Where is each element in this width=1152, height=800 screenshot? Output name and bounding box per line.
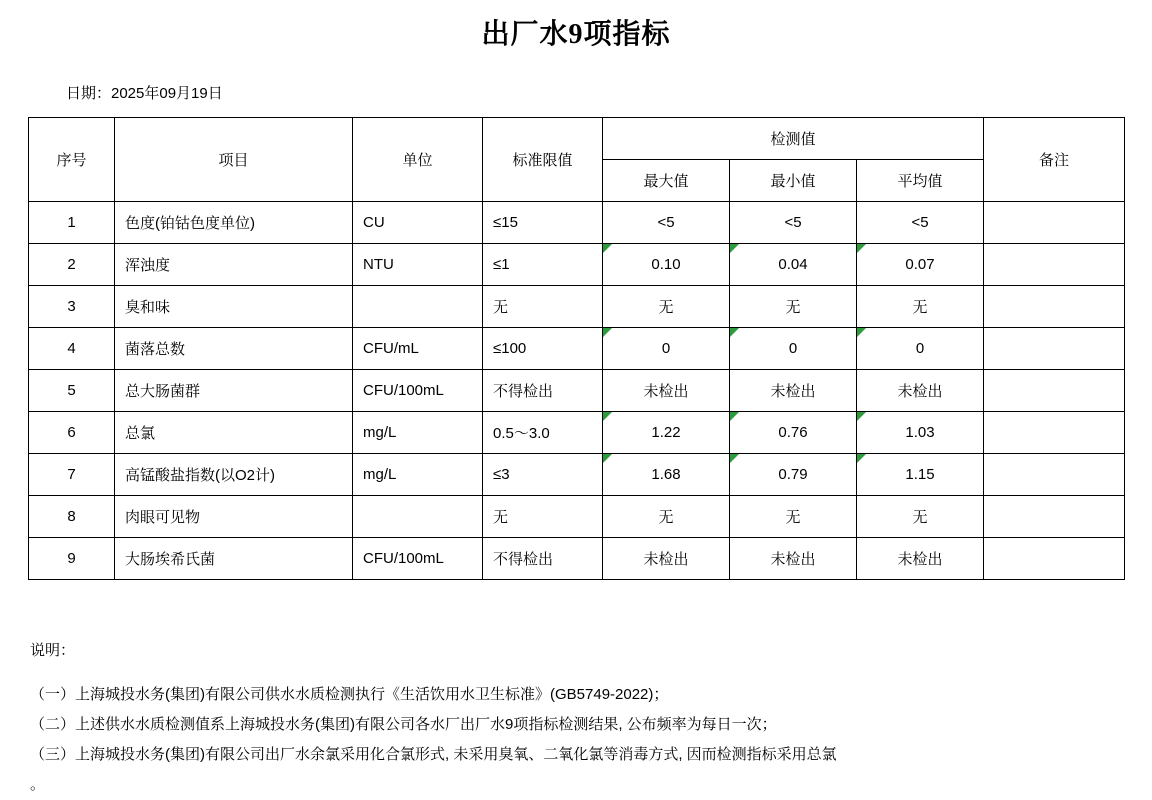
cell-note [984,370,1125,412]
table-body [29,202,1125,580]
cell-avg: 0 [857,328,984,370]
cell-max: 无 [603,286,730,328]
cell-max: 无 [603,496,730,538]
table-row [29,496,1125,538]
cell-limit: ≤100 [483,328,603,370]
cell-limit: 无 [483,286,603,328]
table-row [29,538,1125,580]
cell-item: 浑浊度 [115,244,353,286]
report-date: 日期：2025年09月19日 [66,85,223,102]
table-header-row-1 [29,118,1125,160]
header-min: 最小值 [730,160,857,202]
cell-avg: 0.07 [857,244,984,286]
note-line-3: （三）上海城投水务(集团)有限公司出厂水余氯采用化合氯形式, 未采用臭氧、二氧化氯等消毒方式, 因而检测指标采用总氯 [30,746,837,763]
cell-min: <5 [730,202,857,244]
notes-section [30,636,1152,800]
header-item: 项目 [115,118,353,202]
cell-avg: 无 [857,496,984,538]
cell-min: 0.04 [730,244,857,286]
cell-avg: 未检出 [857,370,984,412]
cell-unit [353,286,483,328]
cell-max: 0 [603,328,730,370]
cell-item: 色度(铂钴色度单位) [115,202,353,244]
cell-index: 9 [29,538,115,580]
table-row [29,328,1125,370]
notes-heading: 说明： [30,642,76,659]
cell-note [984,202,1125,244]
cell-index: 3 [29,286,115,328]
cell-item: 大肠埃希氏菌 [115,538,353,580]
header-avg: 平均值 [857,160,984,202]
cell-index: 8 [29,496,115,538]
cell-note [984,244,1125,286]
cell-max: 未检出 [603,370,730,412]
cell-unit: CFU/mL [353,328,483,370]
cell-min: 0 [730,328,857,370]
note-line-1: （一）上海城投水务(集团)有限公司供水水质检测执行《生活饮用水卫生标准》(GB5749-2022)； [30,686,669,703]
cell-item: 高锰酸盐指数(以O2计) [115,454,353,496]
cell-limit: 0.5～3.0 [483,412,603,454]
cell-item: 肉眼可见物 [115,496,353,538]
table-row [29,412,1125,454]
cell-note [984,496,1125,538]
cell-unit: CFU/100mL [353,370,483,412]
cell-max: <5 [603,202,730,244]
cell-index: 2 [29,244,115,286]
cell-index: 5 [29,370,115,412]
cell-index: 6 [29,412,115,454]
cell-index: 1 [29,202,115,244]
header-max: 最大值 [603,160,730,202]
table-row [29,244,1125,286]
indicator-table-wrapper [28,117,1124,580]
cell-item: 菌落总数 [115,328,353,370]
cell-note [984,286,1125,328]
cell-max: 未检出 [603,538,730,580]
cell-note [984,328,1125,370]
table-row [29,286,1125,328]
cell-max: 1.68 [603,454,730,496]
cell-unit: CFU/100mL [353,538,483,580]
cell-avg: <5 [857,202,984,244]
cell-min: 未检出 [730,370,857,412]
cell-unit: mg/L [353,454,483,496]
cell-limit: ≤1 [483,244,603,286]
cell-note [984,538,1125,580]
note-line-4: 。 [30,776,46,793]
header-note: 备注 [984,118,1125,202]
cell-item: 臭和味 [115,286,353,328]
cell-min: 0.76 [730,412,857,454]
cell-item: 总氯 [115,412,353,454]
cell-unit: CU [353,202,483,244]
cell-min: 无 [730,496,857,538]
table-row [29,370,1125,412]
cell-min: 无 [730,286,857,328]
cell-avg: 1.15 [857,454,984,496]
cell-min: 未检出 [730,538,857,580]
cell-limit: 不得检出 [483,370,603,412]
cell-item: 总大肠菌群 [115,370,353,412]
cell-avg: 未检出 [857,538,984,580]
table-row [29,202,1125,244]
cell-limit: 无 [483,496,603,538]
cell-index: 4 [29,328,115,370]
cell-limit: ≤3 [483,454,603,496]
cell-index: 7 [29,454,115,496]
table-header [29,118,1125,202]
cell-unit: mg/L [353,412,483,454]
cell-limit: 不得检出 [483,538,603,580]
page-title: 出厂水9项指标 [481,19,671,50]
header-unit: 单位 [353,118,483,202]
cell-max: 0.10 [603,244,730,286]
cell-unit [353,496,483,538]
cell-avg: 无 [857,286,984,328]
note-line-2: （二）上述供水水质检测值系上海城投水务(集团)有限公司各水厂出厂水9项指标检测结果, 公布频率为每日一次； [30,716,777,733]
cell-avg: 1.03 [857,412,984,454]
cell-note [984,412,1125,454]
header-measured-group: 检测值 [603,118,984,160]
cell-max: 1.22 [603,412,730,454]
cell-unit: NTU [353,244,483,286]
cell-note [984,454,1125,496]
header-index: 序号 [29,118,115,202]
cell-min: 0.79 [730,454,857,496]
indicator-table [28,117,1125,580]
header-limit: 标准限值 [483,118,603,202]
table-row [29,454,1125,496]
cell-limit: ≤15 [483,202,603,244]
